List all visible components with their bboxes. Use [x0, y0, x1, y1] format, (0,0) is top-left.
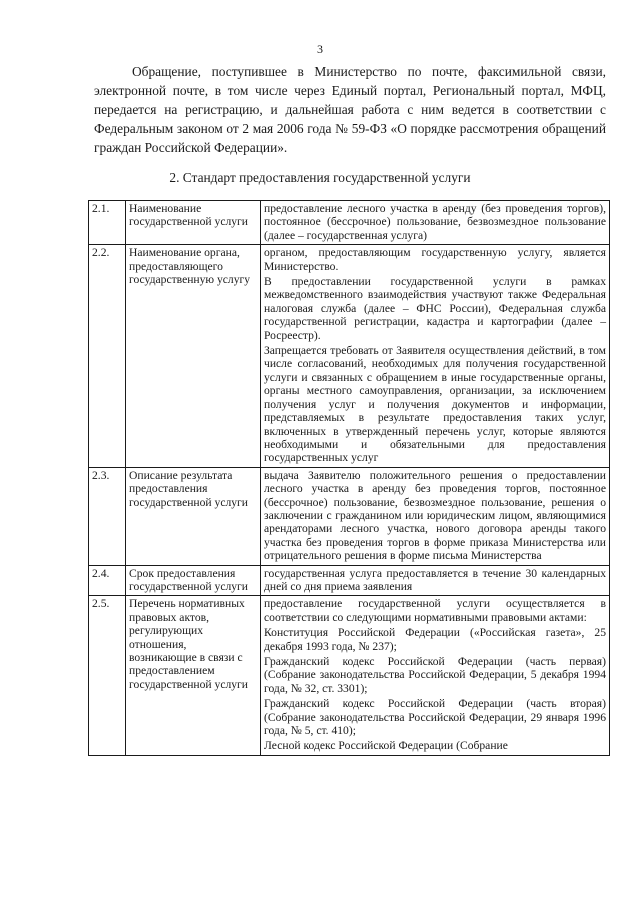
description-paragraph: органом, предоставляющим государственную услугу, является Министерство.	[264, 246, 606, 273]
description-paragraph: Гражданский кодекс Российской Федерации (часть первая) (Собрание законодательства Российской Федерации, 5 декабря 1994 года, № 32, ст. 3301);	[264, 655, 606, 695]
service-standard-table	[88, 200, 610, 756]
row-name: Описание результата предоставления государственной услуги	[126, 467, 261, 565]
description-paragraph: Гражданский кодекс Российской Федерации (часть вторая) (Собрание законодательства Российской Федерации, 29 января 1996 года, № 5, ст. 410);	[264, 697, 606, 738]
row-description	[261, 596, 610, 755]
table-row	[89, 467, 610, 565]
table-row	[89, 565, 610, 596]
row-number: 2.5.	[89, 596, 126, 755]
row-number: 2.4.	[89, 565, 126, 596]
description-paragraph: Лесной кодекс Российской Федерации (Собрание	[264, 739, 508, 753]
description-paragraph: Запрещается требовать от Заявителя осуществления действий, в том числе согласований, необходимых для получения государственной услуги и связанных с обращением в иные государственные органы, органы местного самоуправления, организации, за исключением получения услуг и получения документов и информации, представляемых в результате предоставления таких услуг, включенных в утвержденный перечень услуг, которые являются необходимыми и обязательными для предоставления государственных услуг	[264, 344, 606, 465]
description-paragraph: выдача Заявителю положительного решения о предоставлении лесного участка в аренду без проведения торгов, постоянное (бессрочное) пользование, безвозмездное пользование, решения о заключении с гражданином или юридическим лицом, являющимися арендаторами лесного участка, нового договора аренды такого участка без проведения торгов в форме приказа Министерства или отрицательного решения в форме письма Министерства	[264, 468, 606, 563]
row-description	[261, 245, 610, 468]
row-number: 2.1.	[89, 201, 126, 245]
intro-paragraph: Обращение, поступившее в Министерство по почте, факсимильной связи, электронной почте, в том числе через Единый портал, Региональный портал, МФЦ, передается на регистрацию, и дальнейшая работа с ним ведется в соответствии с Федеральным законом от 2 мая 2006 года № 59-ФЗ «О порядке рассмотрения обращений граждан Российской Федерации».	[94, 64, 606, 155]
table-row	[89, 201, 610, 245]
table-row	[89, 245, 610, 468]
row-name: Перечень нормативных правовых актов, регулирующих отношения, возникающие в связи с предоставлением государственной услуги	[126, 596, 261, 755]
row-description	[261, 201, 610, 245]
description-paragraph: предоставление государственной услуги осуществляется в соответствии со следующими нормативными правовыми актами:	[264, 597, 606, 624]
description-paragraph: предоставление лесного участка в аренду (без проведения торгов), постоянное (бессрочное) пользование, безвозмездное пользование (далее – государственная услуга)	[264, 202, 606, 242]
section-title: 2. Стандарт предоставления государственной услуги	[169, 170, 471, 185]
row-description	[261, 467, 610, 565]
row-name: Срок предоставления государственной услуги	[126, 565, 261, 596]
row-description	[261, 565, 610, 596]
description-paragraph: Конституция Российской Федерации («Российская газета», 25 декабря 1993 года, № 237);	[264, 626, 606, 653]
table-row	[89, 596, 610, 755]
row-number: 2.2.	[89, 245, 126, 468]
row-number: 2.3.	[89, 467, 126, 565]
row-name: Наименование государственной услуги	[126, 201, 261, 245]
description-paragraph: государственная услуга предоставляется в течение 30 календарных дней со дня приема заявления	[264, 566, 606, 593]
description-paragraph: В предоставлении государственной услуги в рамках межведомственного взаимодействия участвуют также Федеральная налоговая служба (далее – ФНС России), Федеральная служба государственной регистрации, кадастра и картографии (далее – Росреестр).	[264, 275, 606, 342]
row-name: Наименование органа, предоставляющего государственную услугу	[126, 245, 261, 468]
page-number: 3	[317, 42, 323, 56]
